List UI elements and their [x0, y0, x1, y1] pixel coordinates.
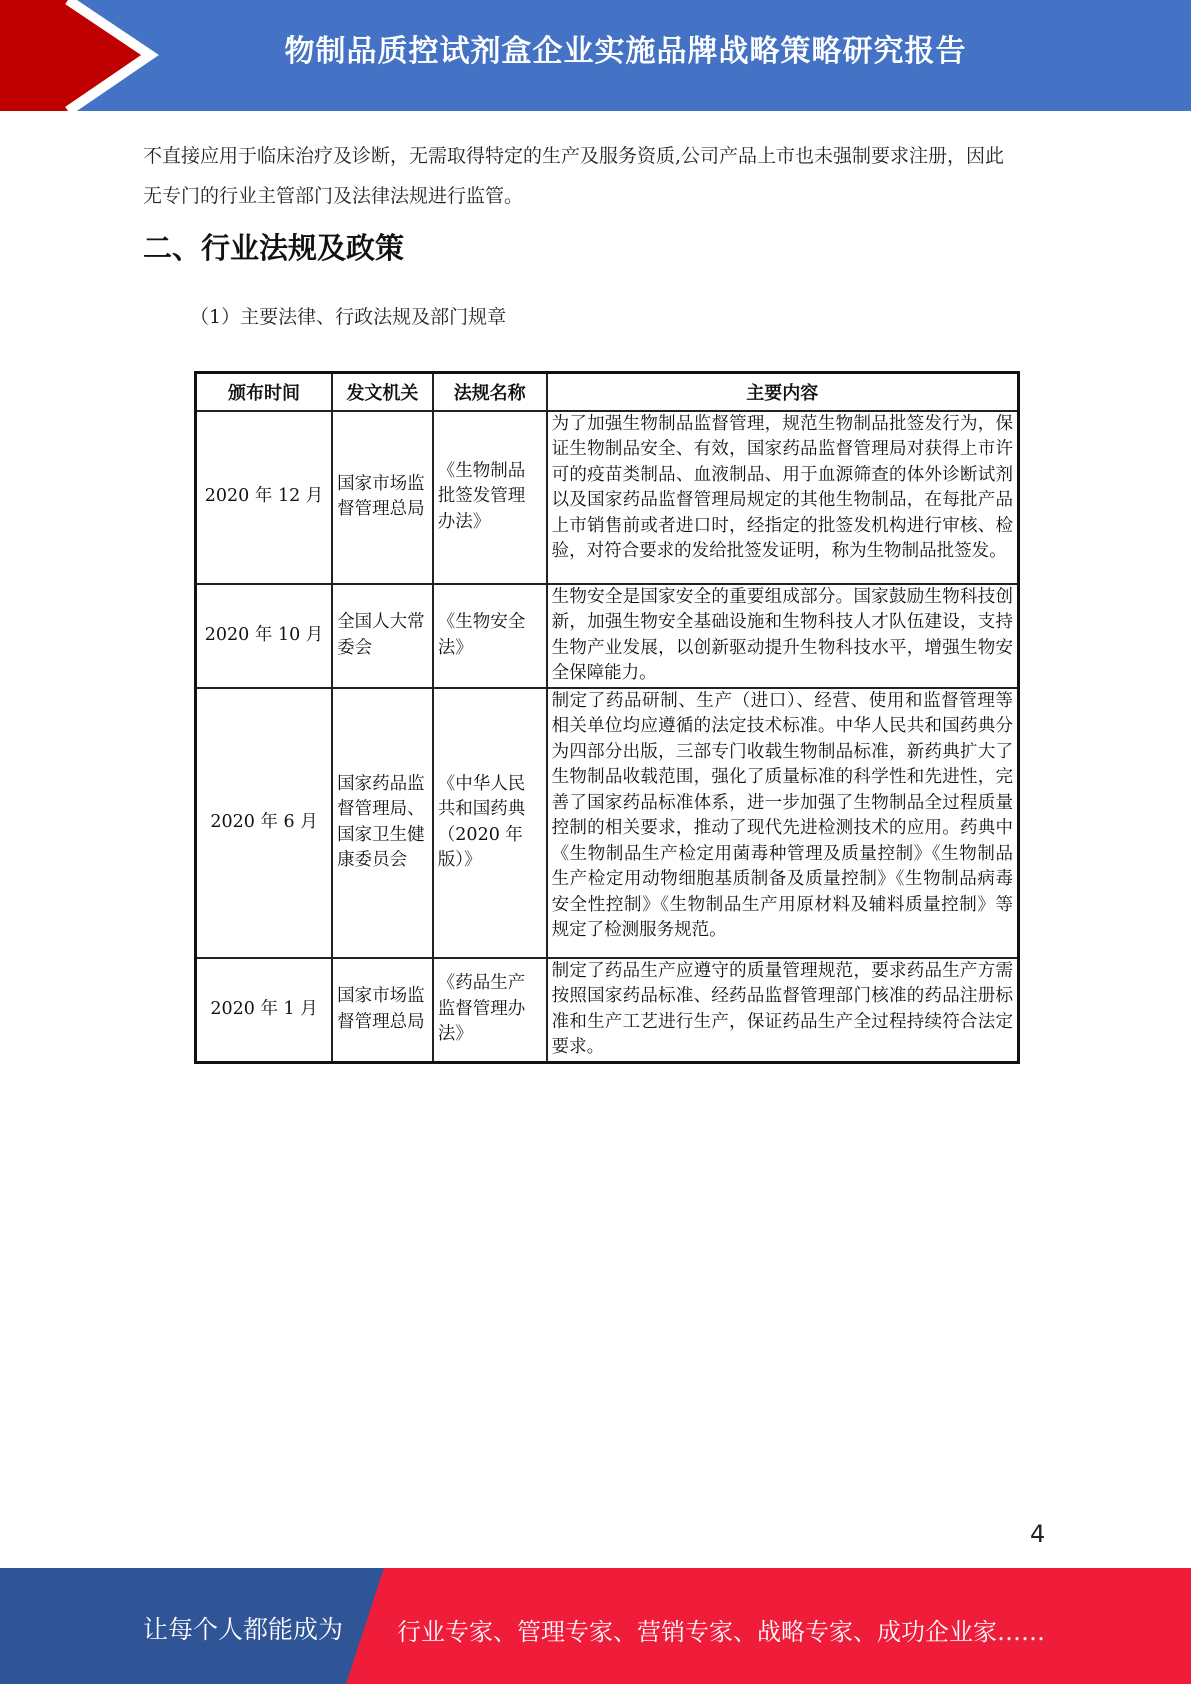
cell-name: 《中华人民共和国药典（2020 年版）》: [433, 688, 547, 958]
header-issuer: 发文机关: [332, 373, 433, 411]
header-banner: [0, 0, 1191, 111]
header-date: 颁布时间: [196, 373, 333, 411]
cell-content: 为了加强生物制品监督管理，规范生物制品批签发行为，保证生物制品安全、有效，国家药品监督管理局对获得上市许可的疫苗类制品、血液制品、用于血源筛查的体外诊断试剂以及国家药品监督管理局规定的其他生物制品，在每批产品上市销售前或者进口时，经指定的批签发机构进行审核、检验，对符合要求的发给批签发证明，称为生物制品批签发。: [547, 411, 1019, 584]
header-content: 主要内容: [547, 373, 1019, 411]
cell-content: 制定了药品研制、生产（进口）、经营、使用和监督管理等相关单位均应遵循的法定技术标准。中华人民共和国药典分为四部分出版，三部专门收载生物制品标准，新药典扩大了生物制品收载范围，强化了质量标准的科学性和先进性，完善了国家药品标准体系，进一步加强了生物制品全过程质量控制的相关要求，推动了现代先进检测技术的应用。药典中《生物制品生产检定用菌毒种管理及质量控制》《生物制品生产检定用动物细胞基质制备及质量控制》《生物制品病毒安全性控制》《生物制品生产用原材料及辅料质量控制》等规定了检测服务规范。: [547, 688, 1019, 958]
report-title: 物制品质控试剂盒企业实施品牌战略策略研究报告: [284, 34, 967, 69]
cell-date: 2020 年 12 月: [196, 411, 333, 584]
table-row: [196, 584, 1019, 688]
cell-issuer: 国家药品监督管理局、国家卫生健康委员会: [332, 688, 433, 958]
header-arrow-decoration: [0, 0, 160, 111]
cell-content: 制定了药品生产应遵守的质量管理规范，要求药品生产方需按照国家药品标准、经药品监督管理部门核准的药品注册标准和生产工艺进行生产，保证药品生产全过程持续符合法定要求。: [547, 958, 1019, 1063]
table-row: [196, 688, 1019, 958]
footer-slogan-left: 让每个人都能成为: [143, 1615, 344, 1644]
cell-issuer: 国家市场监督管理总局: [332, 958, 433, 1063]
subheading: （1）主要法律、行政法规及部门规章: [190, 306, 507, 328]
cell-date: 2020 年 1 月: [196, 958, 333, 1063]
intro-paragraph: 不直接应用于临床治疗及诊断，无需取得特定的生产及服务资质,公司产品上市也未强制要求注册，因此无专门的行业主管部门及法律法规进行监管。: [143, 145, 1005, 207]
cell-name: 《药品生产监督管理办法》: [433, 958, 547, 1063]
regulations-table: [194, 371, 1020, 1064]
table-header-row: [196, 373, 1019, 411]
table-row: [196, 411, 1019, 584]
page-number: 4: [1030, 1520, 1046, 1548]
header-name: 法规名称: [433, 373, 547, 411]
footer-banner: [0, 1568, 1191, 1684]
cell-content: 生物安全是国家安全的重要组成部分。国家鼓励生物科技创新，加强生物安全基础设施和生物科技人才队伍建设，支持生物产业发展，以创新驱动提升生物科技水平，增强生物安全保障能力。: [547, 584, 1019, 688]
cell-date: 2020 年 10 月: [196, 584, 333, 688]
cell-date: 2020 年 6 月: [196, 688, 333, 958]
cell-issuer: 全国人大常委会: [332, 584, 433, 688]
table-row: [196, 958, 1019, 1063]
cell-name: 《生物制品批签发管理办法》: [433, 411, 547, 584]
cell-name: 《生物安全法》: [433, 584, 547, 688]
cell-issuer: 国家市场监督管理总局: [332, 411, 433, 584]
footer-slogan-right: 行业专家、管理专家、营销专家、战略专家、成功企业家……: [397, 1618, 1045, 1646]
section-heading: 二、行业法规及政策: [143, 231, 405, 265]
